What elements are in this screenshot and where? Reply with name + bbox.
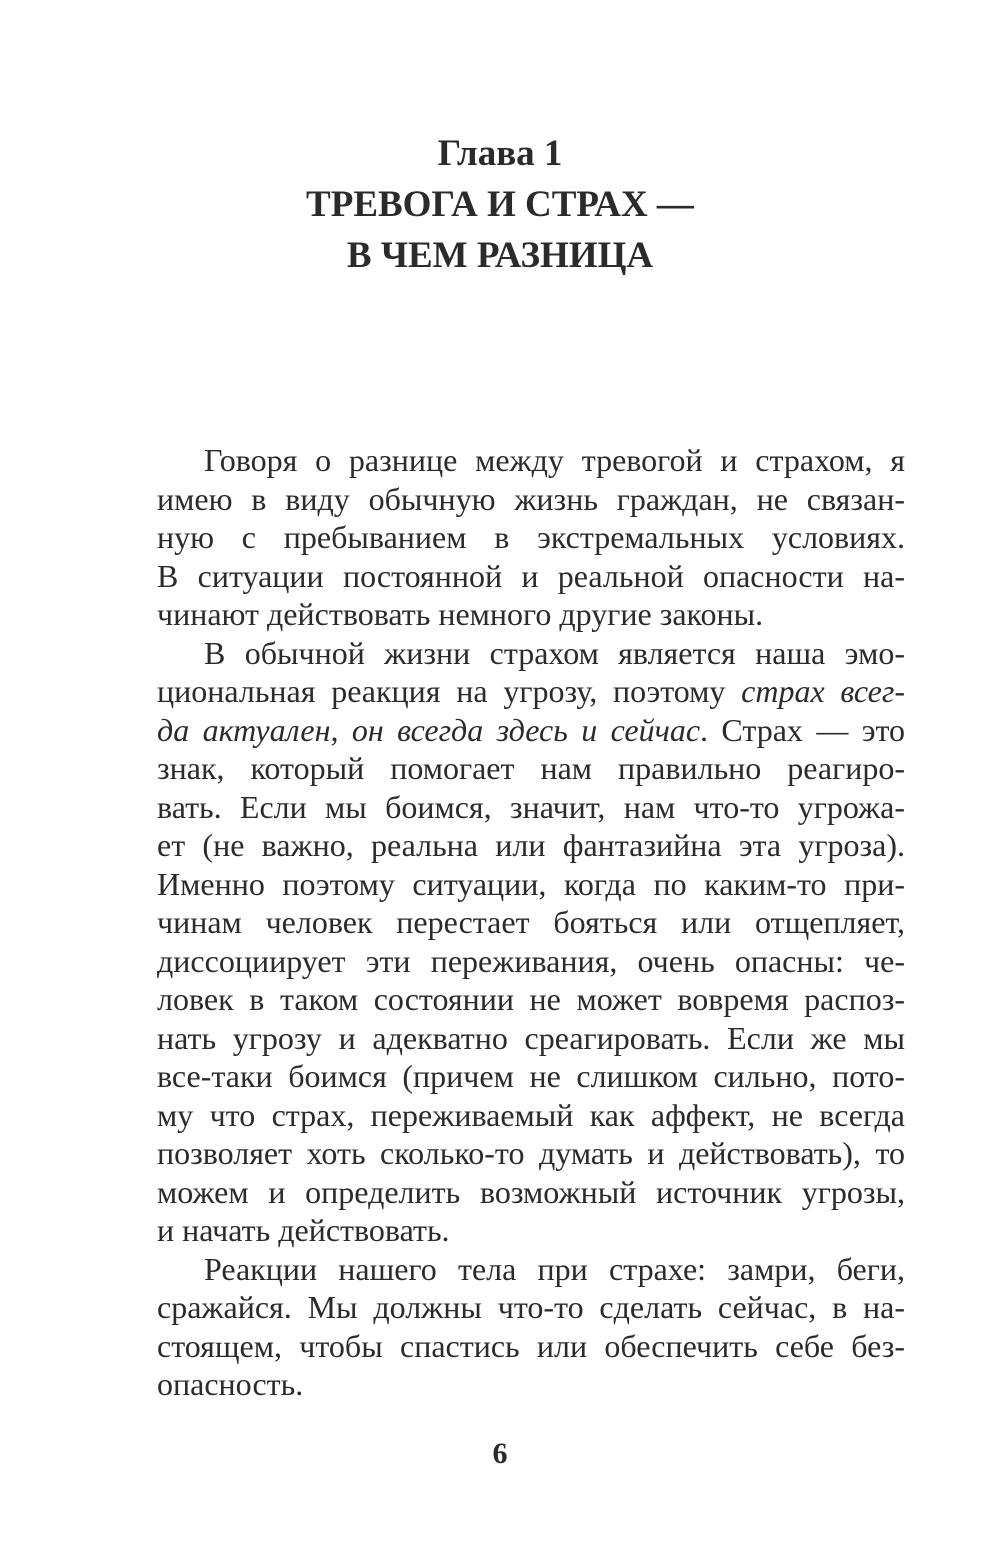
text-line: чинают действовать немного другие законы. — [157, 596, 764, 632]
text-line: Реакции нашего тела при страхе: замри, беги, — [204, 1250, 905, 1287]
text-line: сражайся. Мы должны что-то сделать сейчас, в на- — [157, 1289, 905, 1325]
text-line: В ситуации постоянной и реальной опасности на- — [157, 557, 905, 594]
text-line-mixed — [157, 711, 905, 750]
text-run: циональная реакция на угрозу, поэтому — [157, 673, 742, 709]
text-line: ловек в таком состоянии не может вовремя распоз- — [157, 981, 905, 1017]
chapter-heading — [0, 128, 1000, 281]
text-line: Именно поэтому ситуации, когда по каким-то при- — [157, 865, 905, 902]
text-line: стоящем, чтобы спастись или обеспечить себе без- — [157, 1327, 905, 1364]
text-run: . Страх — это — [700, 711, 906, 748]
text-line: ную с пребыванием в экстремальных условиях. — [157, 519, 905, 555]
text-line: му что страх, переживаемый как аффект, не всегда — [157, 1096, 905, 1133]
text-line: позволяет хоть сколько-то думать и действовать), то — [157, 1135, 905, 1171]
text-line: чинам человек перестает бояться или отщепляет, — [157, 904, 905, 940]
chapter-title-line-1: ТРЕВОГА И СТРАХ — — [306, 184, 694, 225]
text-line: ет (не важно, реальна или фантазийна эта угроза). — [157, 827, 905, 863]
text-line: имею в виду обычную жизнь граждан, не связан- — [157, 480, 905, 517]
text-line-mixed — [157, 672, 905, 711]
italic-run: да актуален, он всегда здесь и сейчас — [157, 711, 701, 748]
text-line: вать. Если мы боимся, значит, нам что-то угрожа- — [157, 788, 905, 825]
text-line: нать угрозу и адекватно среагировать. Если же мы — [157, 1019, 905, 1056]
paragraph-3 — [157, 1250, 905, 1404]
text-line: все-таки боимся (причем не слишком сильно, пото- — [157, 1058, 905, 1094]
chapter-label: Глава 1 — [437, 133, 563, 174]
text-line: можем и определить возможный источник угрозы, — [157, 1173, 905, 1210]
text-line: знак, который помогает нам правильно реагиро- — [157, 750, 905, 786]
text-line: Говоря о разнице между тревогой и страхом, я — [204, 442, 905, 478]
paragraph-1 — [157, 441, 905, 634]
italic-run: страх всег- — [741, 673, 906, 709]
body-text — [157, 441, 905, 1404]
text-line: опасность. — [157, 1366, 304, 1402]
paragraph-2 — [157, 634, 905, 1250]
text-line: и начать действовать. — [157, 1212, 450, 1248]
text-line: диссоциирует эти переживания, очень опасны: че- — [157, 942, 905, 979]
page-number: 6 — [492, 1437, 508, 1470]
text-line: В обычной жизни страхом является наша эмо- — [204, 634, 905, 671]
chapter-title-line-2: В ЧЕМ РАЗНИЦА — [346, 235, 654, 276]
